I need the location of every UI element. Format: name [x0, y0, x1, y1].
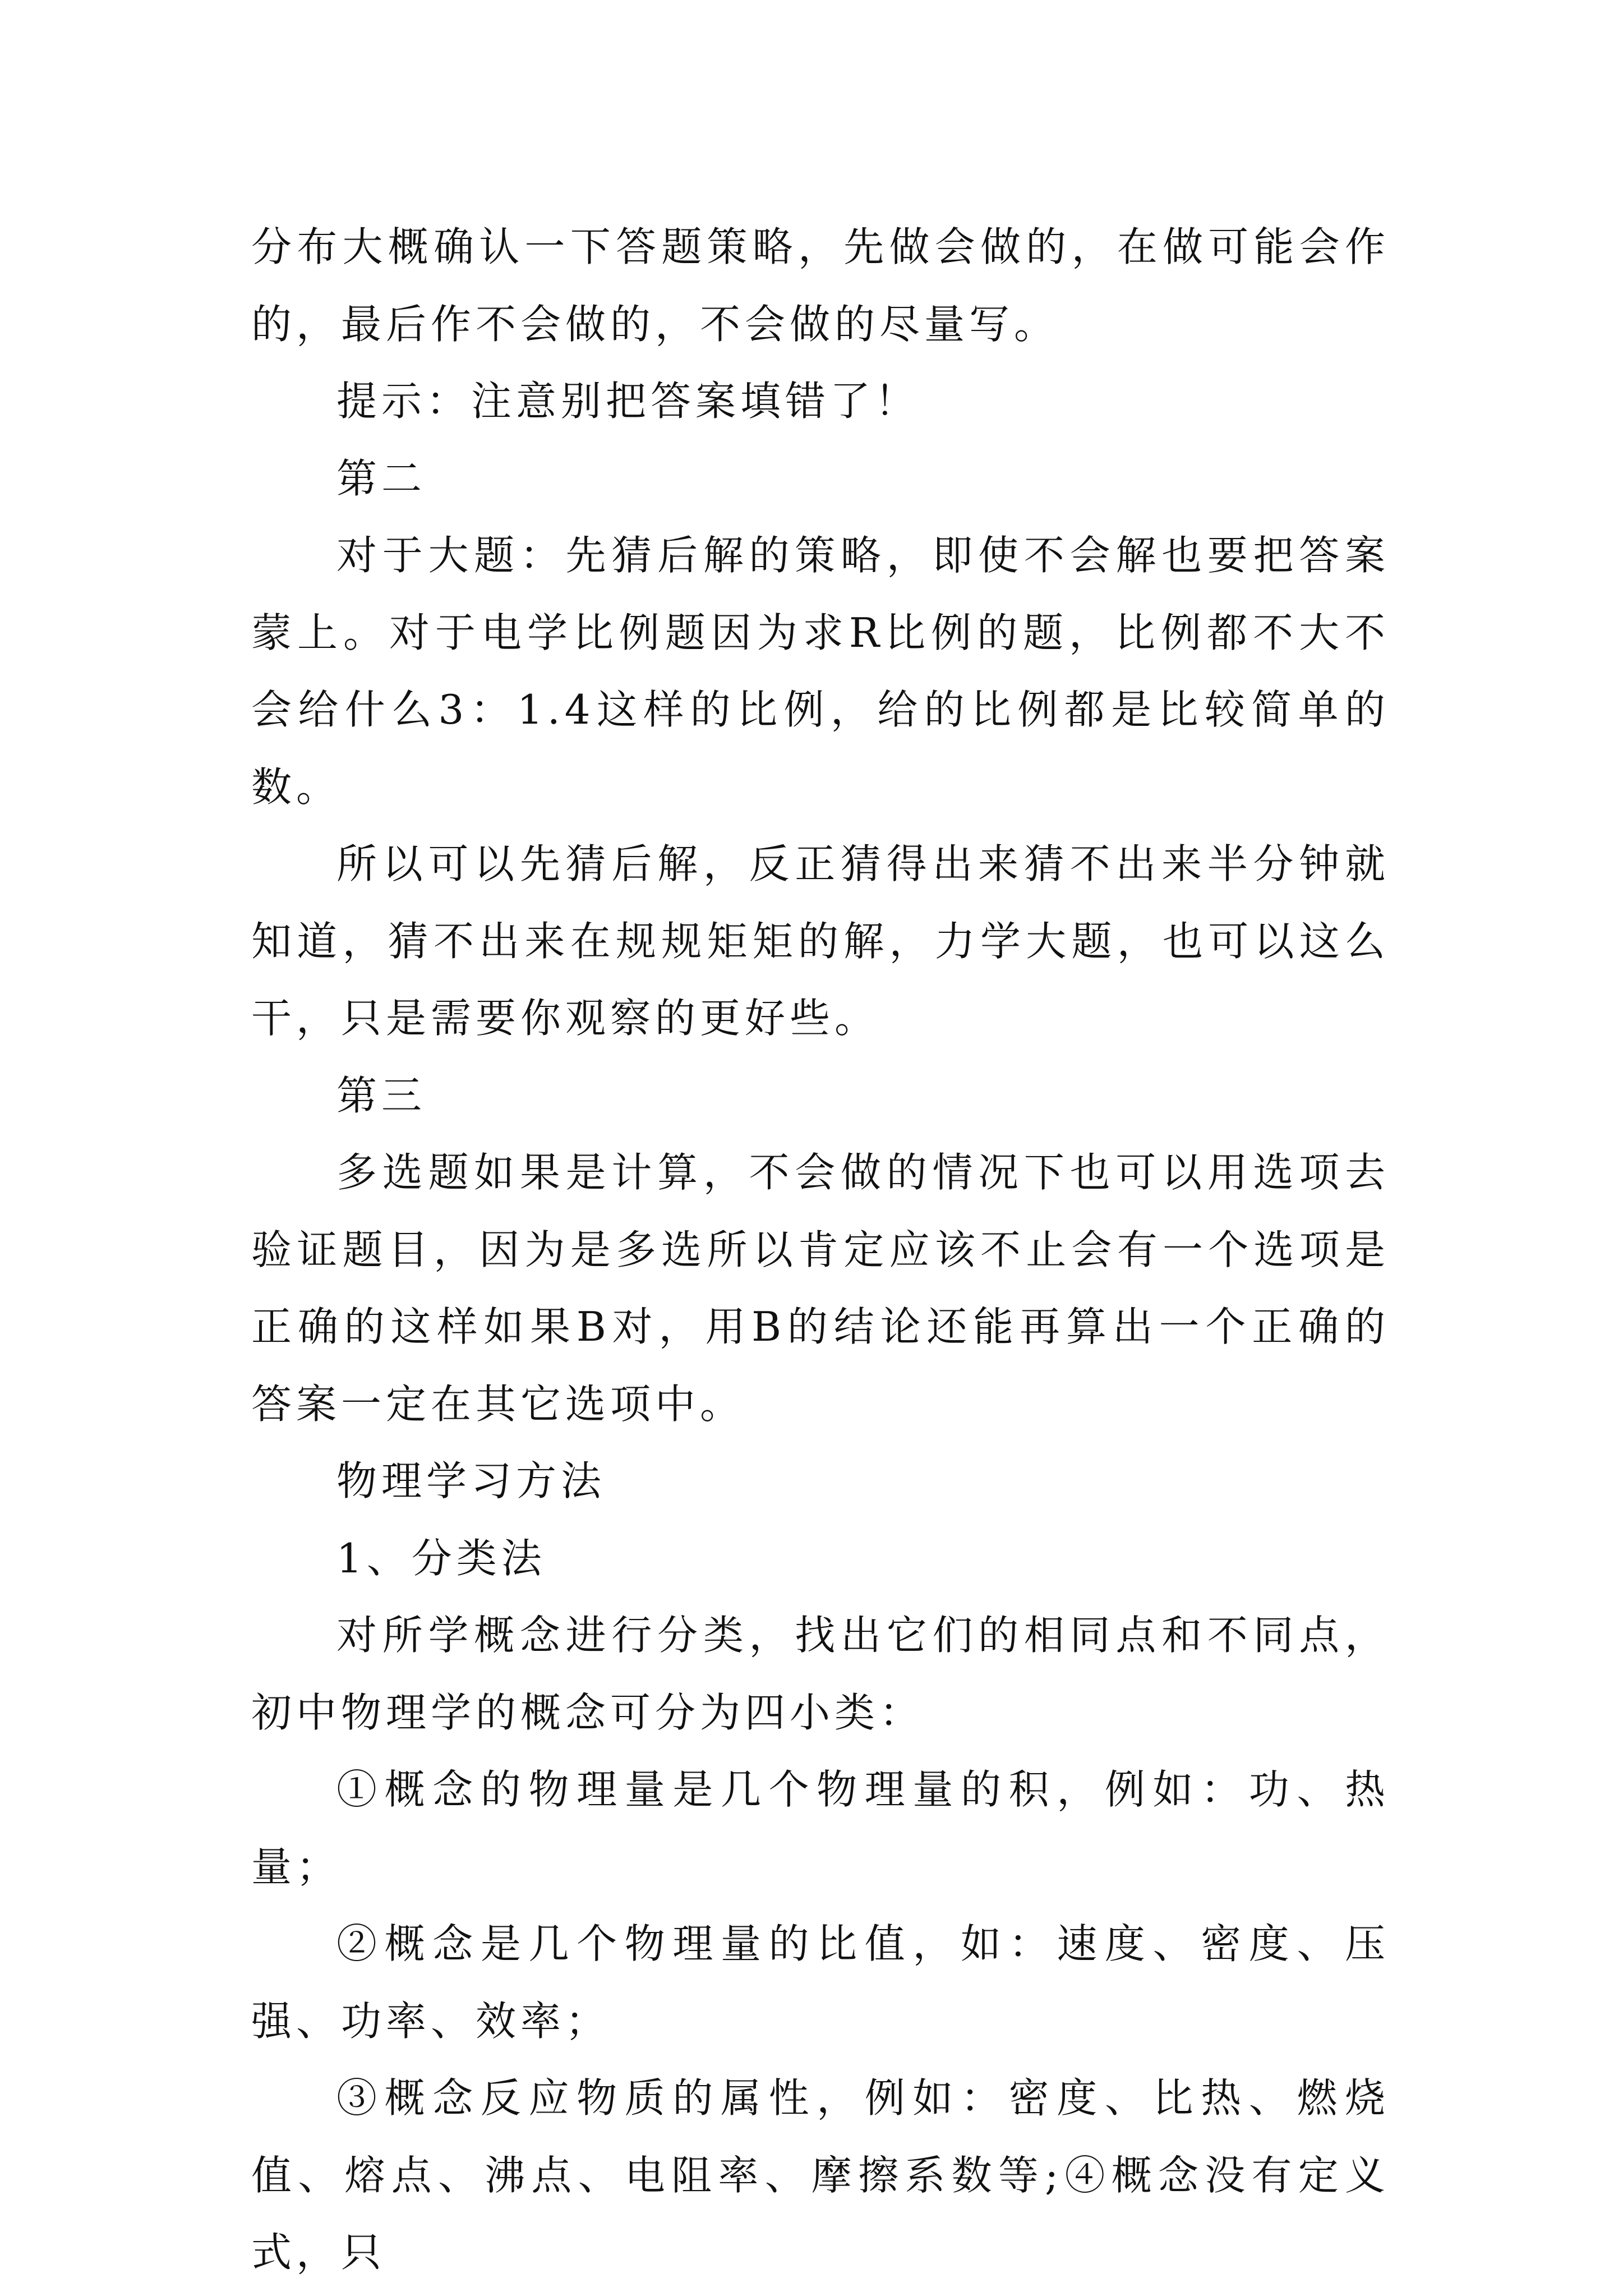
paragraph: 所以可以先猜后解，反正猜得出来猜不出来半分钟就知道，猜不出来在规规矩矩的解，力学大题，也可以这么干，只是需要你观察的更好些。: [251, 840, 1390, 1042]
paragraph: 提示：注意别把答案填错了！: [336, 378, 920, 425]
paragraph: 多选题如果是计算，不会做的情况下也可以用选项去验证题目，因为是多选所以肯定应该不止会有一个选项是正确的这样如果B对，用B的结论还能再算出一个正确的答案一定在其它选项中。: [251, 1149, 1390, 1428]
list-item: ①概念的物理量是几个物理量的积，例如：功、热量；: [251, 1766, 1390, 1890]
list-item: ③概念反应物质的属性，例如：密度、比热、燃烧值、熔点、沸点、电阻率、摩擦系数等;④概念没有定义式，只: [251, 2074, 1390, 2276]
section-heading: 第三: [336, 1071, 427, 1119]
section-heading: 物理学习方法: [336, 1457, 606, 1504]
list-item: ②概念是几个物理量的比值，如：速度、密度、压强、功率、效率；: [251, 1920, 1390, 2045]
paragraph: 对于大题：先猜后解的策略，即使不会解也要把答案蒙上。对于电学比例题因为求R比例的题，比例都不大不会给什么3：1.4这样的比例，给的比例都是比较简单的数。: [251, 532, 1390, 811]
section-heading: 第二: [336, 454, 427, 502]
subsection-heading: 1、分类法: [336, 1534, 546, 1582]
paragraph: 分布大概确认一下答题策略，先做会做的，在做可能会作的，最后作不会做的，不会做的尽量写。: [251, 223, 1390, 348]
document-body: [251, 209, 1390, 2292]
paragraph: 对所学概念进行分类，找出它们的相同点和不同点，初中物理学的概念可分为四小类：: [251, 1612, 1390, 1736]
